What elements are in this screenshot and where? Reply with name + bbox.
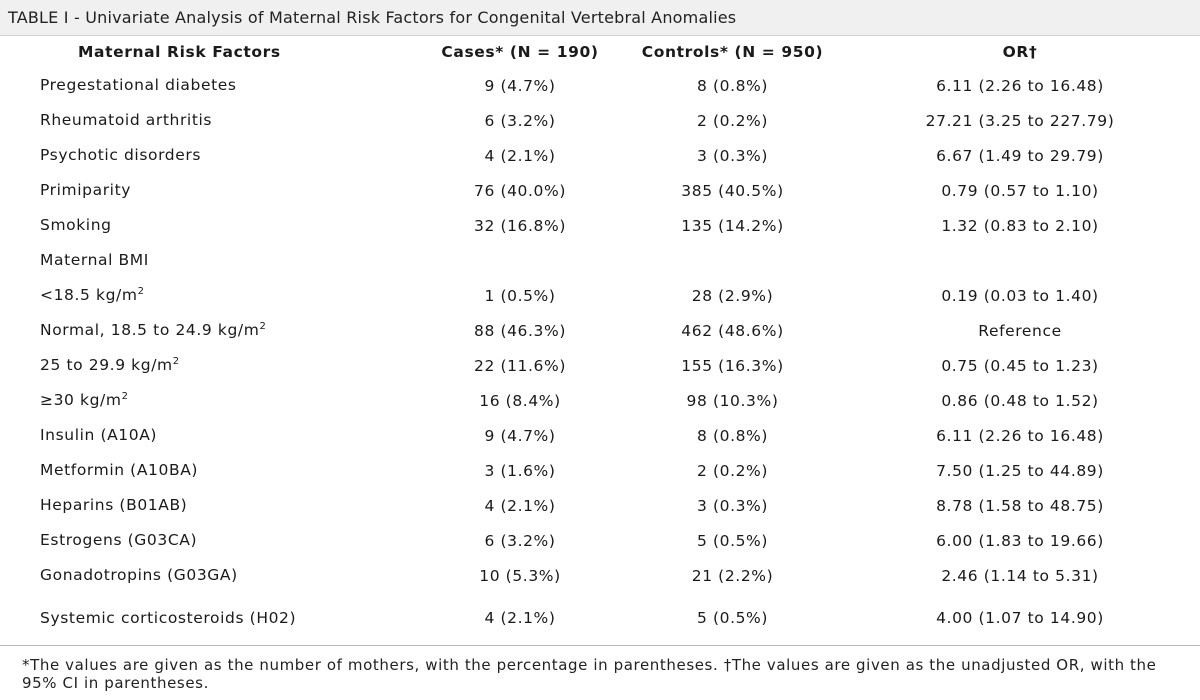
header-factor: Maternal Risk Factors [78,43,281,61]
header-row [0,36,1200,68]
or-cell: Reference [978,321,1062,340]
factor-cell [0,278,415,313]
factor-label: <18.5 kg/m [40,286,138,304]
or-cell: 0.75 (0.45 to 1.23) [941,356,1099,375]
factor-label: Heparins (B01AB) [40,496,188,514]
or-cell: 0.19 (0.03 to 1.40) [941,286,1099,305]
or-cell: 0.79 (0.57 to 1.10) [941,181,1099,200]
factor-cell [0,418,415,453]
unit-superscript: 2 [137,285,145,297]
factor-label: Smoking [40,216,112,234]
cases-cell: 22 (11.6%) [474,356,566,375]
or-cell: 27.21 (3.25 to 227.79) [925,111,1115,130]
factor-cell [0,208,415,243]
controls-cell: 3 (0.3%) [696,146,769,165]
or-cell: 4.00 (1.07 to 14.90) [936,609,1104,627]
or-cell: 6.00 (1.83 to 19.66) [936,531,1104,550]
controls-cell: 98 (10.3%) [686,391,779,410]
header-controls: Controls* (N = 950) [641,43,824,61]
controls-cell: 21 (2.2%) [691,566,774,585]
cases-cell: 10 (5.3%) [479,566,561,585]
or-cell [840,243,1200,278]
cases-cell: 1 (0.5%) [484,286,556,305]
factor-label: Systemic corticosteroids (H02) [40,608,297,627]
factor-cell [0,453,415,488]
controls-cell [625,243,840,278]
table-row [0,348,1200,383]
table-row [0,208,1200,243]
or-cell: 0.86 (0.48 to 1.52) [941,391,1099,410]
table-row [0,488,1200,523]
table-row [0,173,1200,208]
or-cell: 6.11 (2.26 to 16.48) [936,76,1104,95]
cases-cell: 9 (4.7%) [484,76,556,95]
controls-cell: 5 (0.5%) [696,609,769,627]
factor-label: Estrogens (G03CA) [40,531,198,549]
controls-cell: 8 (0.8%) [696,426,769,445]
factor-cell [0,593,415,643]
table-row [0,523,1200,558]
or-cell: 2.46 (1.14 to 5.31) [941,566,1099,585]
table-caption: TABLE I - Univariate Analysis of Maternal Risk Factors for Congenital Vertebral Anomalies [0,0,1200,36]
factor-label: Primiparity [40,181,132,199]
factor-cell [0,523,415,558]
controls-cell: 2 (0.2%) [696,461,769,480]
table-footnote: *The values are given as the number of mothers, with the percentage in parentheses. †The values are given as the unadjusted OR, with the 95% CI in parentheses. [22,656,1157,692]
cases-cell: 6 (3.2%) [484,111,556,130]
table-row [0,383,1200,418]
controls-cell: 135 (14.2%) [681,216,784,235]
cases-cell: 3 (1.6%) [484,461,556,480]
footnote-divider [0,645,1200,646]
table-row [0,418,1200,453]
factor-cell [0,558,415,593]
risk-factor-table [0,36,1200,643]
cases-cell: 32 (16.8%) [474,216,566,235]
factor-label: Insulin (A10A) [40,426,158,444]
factor-label: Psychotic disorders [40,146,202,164]
table-row [0,453,1200,488]
factor-cell [0,383,415,418]
factor-cell [0,103,415,138]
table-row [0,68,1200,103]
cases-cell: 4 (2.1%) [484,609,556,627]
factor-cell [0,348,415,383]
cases-cell: 76 (40.0%) [474,181,566,200]
cases-cell: 16 (8.4%) [479,391,561,410]
controls-cell: 462 (48.6%) [681,321,784,340]
controls-cell: 28 (2.9%) [691,286,774,305]
factor-cell [0,138,415,173]
or-cell: 6.11 (2.26 to 16.48) [936,426,1104,445]
factor-label: Metformin (A10BA) [40,461,199,479]
controls-cell: 155 (16.3%) [681,356,784,375]
table-row [0,103,1200,138]
factor-label: 25 to 29.9 kg/m [40,356,173,374]
factor-cell [0,313,415,348]
cases-cell [415,243,625,278]
table-row [0,558,1200,593]
factor-label: Pregestational diabetes [40,76,237,94]
table-row [0,138,1200,173]
or-cell: 8.78 (1.58 to 48.75) [936,496,1104,515]
factor-cell [0,488,415,523]
cases-cell: 6 (3.2%) [484,531,556,550]
cases-cell: 9 (4.7%) [484,426,556,445]
factor-cell [0,243,415,278]
header-cases: Cases* (N = 190) [441,43,599,61]
controls-cell: 2 (0.2%) [696,111,769,130]
or-cell: 6.67 (1.49 to 29.79) [936,146,1104,165]
cases-cell: 88 (46.3%) [474,321,566,340]
unit-superscript: 2 [172,355,180,367]
factor-cell [0,68,415,103]
factor-label: Rheumatoid arthritis [40,111,213,129]
cases-cell: 4 (2.1%) [484,496,556,515]
factor-label: Gonadotropins (G03GA) [40,566,238,584]
factor-label: ≥30 kg/m [40,391,122,409]
controls-cell: 5 (0.5%) [696,531,769,550]
or-cell: 1.32 (0.83 to 2.10) [941,216,1099,235]
unit-superscript: 2 [121,390,129,402]
factor-label: Maternal BMI [40,251,149,269]
controls-cell: 385 (40.5%) [681,181,784,200]
table-row [0,593,1200,643]
unit-superscript: 2 [259,320,267,332]
controls-cell: 3 (0.3%) [696,496,769,515]
table-row [0,278,1200,313]
factor-cell [0,173,415,208]
table-row [0,313,1200,348]
cases-cell: 4 (2.1%) [484,146,556,165]
table-row-group-heading [0,243,1200,278]
controls-cell: 8 (0.8%) [696,76,769,95]
factor-label: Normal, 18.5 to 24.9 kg/m [40,321,260,339]
or-cell: 7.50 (1.25 to 44.89) [936,461,1104,480]
header-or: OR† [1002,43,1038,61]
